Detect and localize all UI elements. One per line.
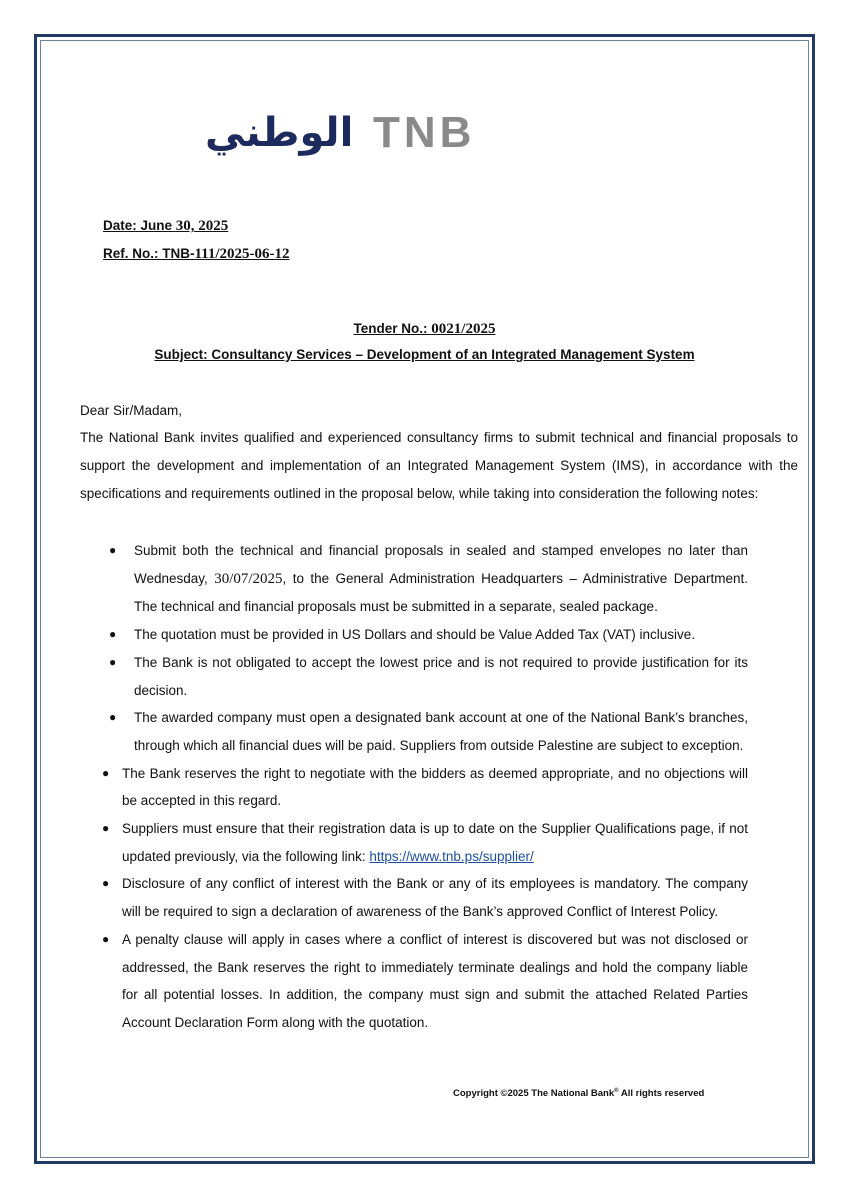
date-value: 30, 2025 [175, 218, 229, 234]
note-item: ● The quotation must be provided in US Dollars and should be Value Added Tax (VAT) inclusive. [108, 621, 748, 649]
bullet-icon: ● [109, 654, 117, 669]
notes-list [102, 537, 748, 1037]
copyright-footer: Copyright ©2025 The National Bank® All rights reserved [453, 1088, 705, 1100]
bullet-icon: ● [102, 821, 110, 836]
supplier-link[interactable]: https://www.tnb.ps/supplier/ [369, 848, 534, 864]
tender-number [80, 321, 769, 338]
intro-paragraph: The National Bank invites qualified and experienced consultancy firms to submit technical and financial proposals to support the development and implementation of an Integrated Management System (IMS), in accordance with the specifications and requirements outlined in the proposal below, while taking into consideration the following notes: [80, 430, 798, 501]
note-item: ● The Bank reserves the right to negotiate with the bidders as deemed appropriate, and no objections will be accepted in this regard. [102, 760, 748, 815]
bullet-icon: ● [109, 710, 117, 725]
ref-value: 111/2025-06-12 [194, 246, 290, 262]
date-label: Date: June [103, 218, 173, 233]
bullet-icon: ● [109, 543, 117, 557]
reference-number [103, 246, 290, 263]
note-item: ● A penalty clause will apply in cases where a conflict of interest is discovered but was not disclosed or addressed, the Bank reserves the right to immediately terminate dealings and hold the company liable for all potential losses. In addition, the company must sign and submit the attached Related Parties Account Declaration Form along with the quotation. [102, 926, 748, 1037]
logo-latin-wordmark: TNB [373, 108, 476, 157]
logo-arabic-wordmark: الوطني [205, 110, 354, 156]
bullet-icon: ● [109, 627, 117, 642]
salutation: Dear Sir/Madam, [80, 403, 183, 418]
note-item: ● The Bank is not obligated to accept the lowest price and is not required to provide justification for its decision. [108, 649, 748, 704]
note-item: ● The awarded company must open a designated bank account at one of the National Bank’s branches, through which all financial dues will be paid. Suppliers from outside Palestine are subject to exception. [108, 704, 748, 759]
ref-label: Ref. No.: TNB- [103, 246, 195, 261]
bullet-icon: ● [102, 765, 110, 780]
bullet-icon: ● [102, 876, 110, 891]
letter-date [103, 218, 228, 235]
tender-number-value: 0021/2025 [431, 321, 496, 337]
note-item: ● Disclosure of any conflict of interest with the Bank or any of its employees is mandatory. The company will be required to sign a declaration of awareness of the Bank’s approved Conflict of Interest Policy. [102, 870, 748, 925]
note-item: ● Suppliers must ensure that their registration data is up to date on the Supplier Qualifications page, if not updated previously, via the following link: https://www.tnb.ps/supplier/ [102, 815, 748, 870]
bullet-icon: ● [102, 931, 110, 946]
tender-number-label: Tender No.: [353, 321, 428, 336]
registered-mark: ® [614, 1088, 619, 1094]
tender-subject: Subject: Consultancy Services – Development of an Integrated Management System [154, 347, 695, 362]
note-item: ● Submit both the technical and financial proposals in sealed and stamped envelopes no later than Wednesday, 30/07/2025, to the General Administration Headquarters – Administrative Department. The technical and financial proposals must be submitted in a separate, sealed package. [108, 537, 748, 621]
